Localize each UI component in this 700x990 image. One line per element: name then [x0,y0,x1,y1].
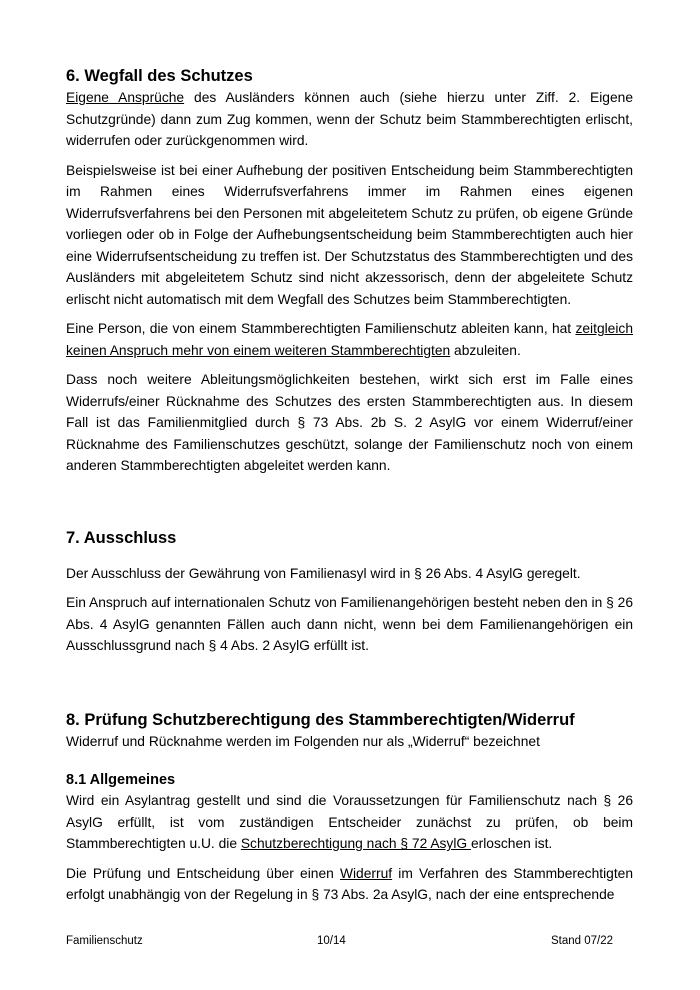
footer-version: Stand 07/22 [550,935,613,947]
underlined-text: zeitgleich keinen Anspruch mehr von einem weiteren Stammberechtigten [66,321,633,358]
paragraph-text: im Verfahren des Stammberechtigten erfolgt unabhängig von der Regelung in § 73 Abs. 2a AsylG, nach der eine entsprechende [66,865,633,902]
section-7-paragraph-1: Der Ausschluss der Gewährung von Familienasyl wird in § 26 Abs. 4 AsylG geregelt. [66,565,581,581]
underlined-text: Eigene Ansprüche [66,90,185,105]
section-8-1-heading: 8.1 Allgemeines [66,772,176,788]
paragraph-text: abzuleiten. [450,342,521,358]
section-6 [66,65,633,477]
paragraph-text: Wird ein Asylantrag gestellt und sind die Voraussetzungen für Familienschutz nach § 26 AsylG erfüllt, ist vom zuständigen Entscheider zunächst zu prüfen, ob beim Stammberechtigten u.U. die [66,793,633,851]
section-6-paragraph-4: Dass noch weitere Ableitungsmöglichkeiten bestehen, wirkt sich erst im Falle eines Widerrufs/einer Rücknahme des Schutzes des ersten Stammberechtigten aus. In diesem Fall ist das Familienmitglied durch § 73 Abs. 2b S. 2 AsylG vor einem Widerruf/einer Rücknahme des Familienschutzes geschützt, solange der Familienschutz noch von einem anderen Stammberechtigten abgeleitet werden kann. [66,372,633,473]
paragraph-text: erloschen ist. [470,836,553,851]
underlined-text: Widerruf [339,865,393,881]
section-7-paragraph-2: Ein Anspruch auf internationalen Schutz von Familienangehörigen besteht neben den in § 26 Abs. 4 AsylG genannten Fällen auch dann nicht, wenn bei dem Familienangehörigen ein Ausschlussgrund nach § 4 Abs. 2 AsylG erfüllt ist. [66,595,633,653]
section-7 [66,527,633,657]
section-8-1 [66,770,633,906]
paragraph-text: Eine Person, die von einem Stammberechtigten Familienschutz ableiten kann, hat [66,321,576,336]
underlined-text: Schutzberechtigung nach § 72 AsylG [240,836,471,851]
section-6-heading: 6. Wegfall des Schutzes [66,67,253,85]
footer-document-name: Familienschutz [66,935,143,947]
section-6-paragraph-2: Beispielsweise ist bei einer Aufhebung der positiven Entscheidung beim Stammberechtigten im Rahmen eines Widerrufsverfahrens immer im Rahmen eines eigenen Widerrufsverfahrens bei den Personen mit abgeleitetem Schutz zu prüfen, ob eigene Gründe vorliegen oder ob in Folge der Aufhebungsentscheidung beim Stammberechtigten auch hier eine Widerrufsentscheidung zu treffen ist. Der Schutzstatus des Stammberechtigten und des Ausländers mit abgeleitetem Schutz sind nicht akzessorisch, denn der abgeleitete Schutz erlischt nicht automatisch mit dem Wegfall des Schutzes beim Stammberechtigten. [66,162,633,307]
section-6-paragraph-1 [66,87,633,152]
section-6-paragraph-3 [66,318,633,361]
paragraph-text: des Ausländers können auch (siehe hierzu unter Ziff. 2. Eigene Schutzgründe) dann zum Zug kommen, wenn der Schutz beim Stammberechtigten erlischt, widerrufen oder zurückgenommen wird. [66,90,633,148]
paragraph-text: Die Prüfung und Entscheidung über einen [66,865,340,881]
section-8-1-paragraph-2 [66,863,633,906]
section-8-subtitle: Widerruf und Rücknahme werden im Folgenden nur als „Widerruf“ bezeichnet [66,733,540,749]
document-page [66,62,633,914]
section-8-heading: 8. Prüfung Schutzberechtigung des Stammberechtigten/Widerruf [66,710,575,729]
section-8 [66,709,633,906]
section-7-heading: 7. Ausschluss [66,528,177,547]
page-footer [66,935,633,947]
section-8-1-paragraph-1 [66,790,633,855]
footer-page-number: 10/14 [317,935,346,947]
